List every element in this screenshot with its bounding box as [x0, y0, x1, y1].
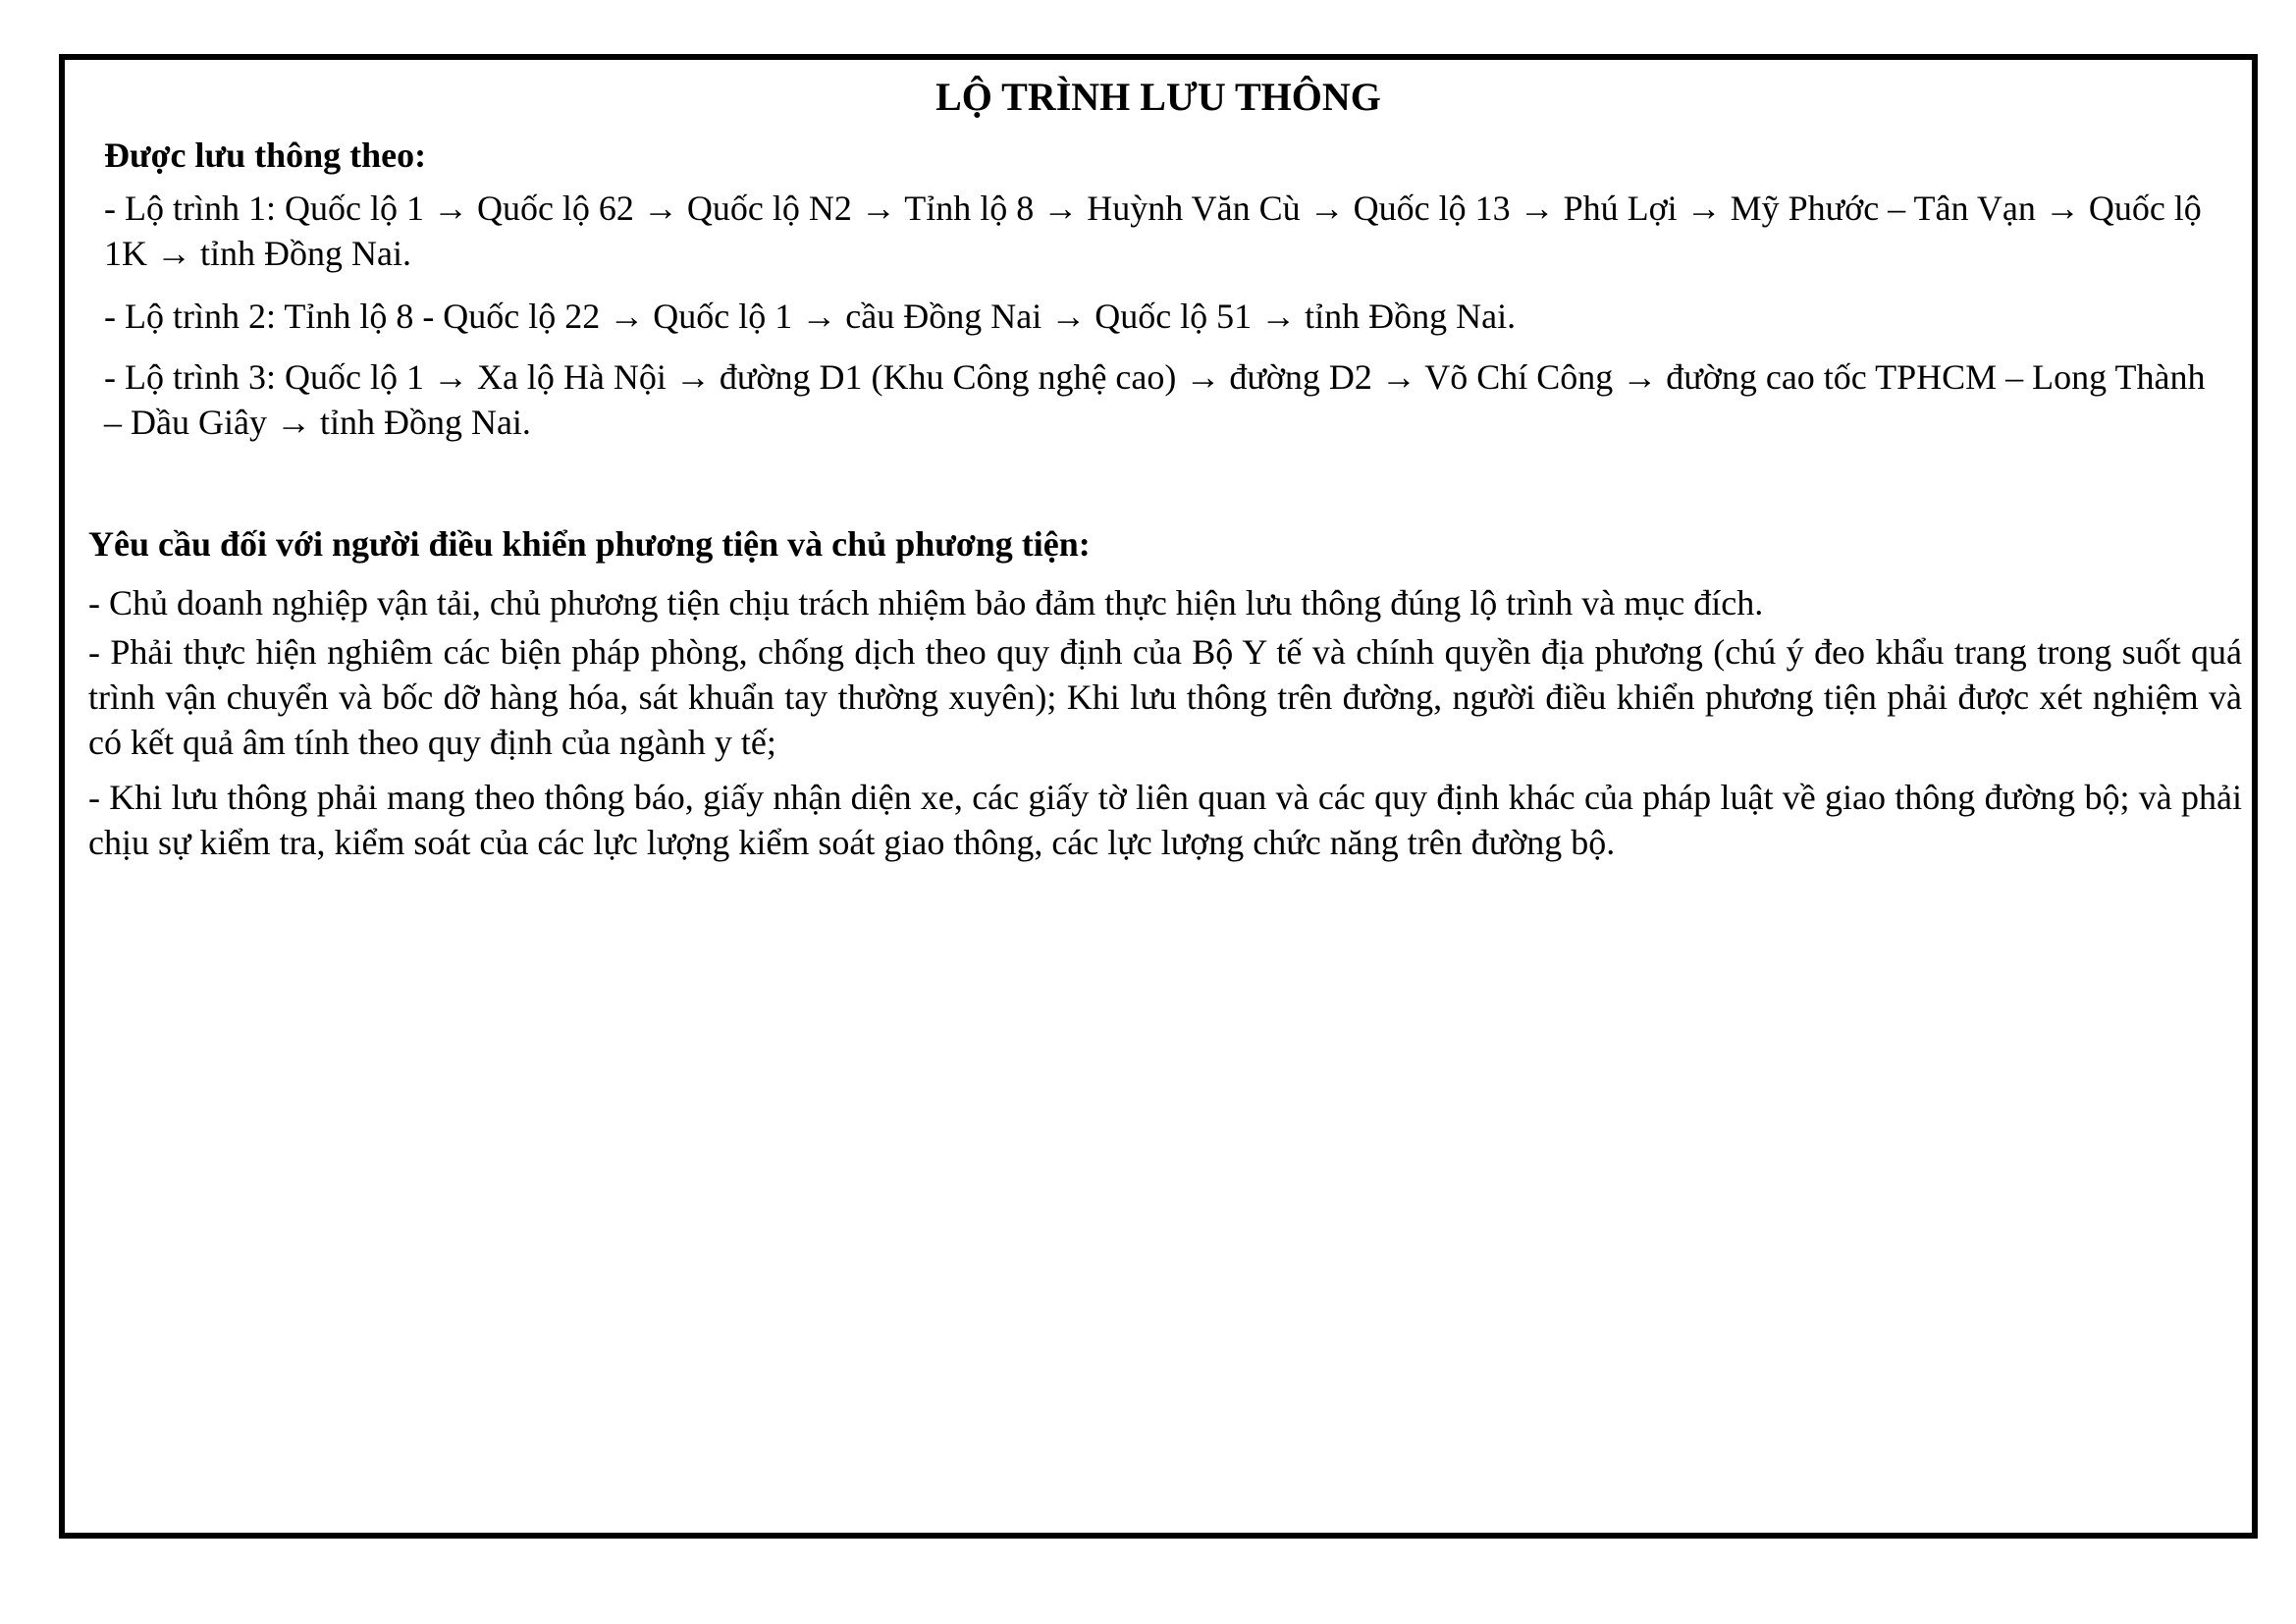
requirement-1: - Chủ doanh nghiệp vận tải, chủ phương tiện chịu trách nhiệm bảo đảm thực hiện lưu thông đúng lộ trình và mục đích. — [88, 583, 1764, 623]
requirements-heading: Yêu cầu đối với người điều khiển phương tiện và chủ phương tiện: — [88, 524, 1091, 564]
route-1: - Lộ trình 1: Quốc lộ 1 → Quốc lộ 62 → Quốc lộ N2 → Tỉnh lộ 8 → Huỳnh Văn Cù → Quốc lộ 13 → Phú Lợi → Mỹ Phước – Tân Vạn → Quốc lộ 1K → tỉnh Đồng Nai. — [104, 189, 2202, 273]
route-2: - Lộ trình 2: Tỉnh lộ 8 - Quốc lộ 22 → Quốc lộ 1 → cầu Đồng Nai → Quốc lộ 51 → tỉnh Đồng Nai. — [104, 297, 1517, 336]
document-title: LỘ TRÌNH LƯU THÔNG — [935, 75, 1381, 119]
routes-heading: Được lưu thông theo: — [104, 135, 427, 175]
requirement-2: - Phải thực hiện nghiêm các biện pháp phòng, chống dịch theo quy định của Bộ Y tế và chính quyền địa phương (chú ý đeo khẩu trang trong suốt quá trình vận chuyển và bốc dỡ hàng hóa, sát khuẩn tay thường xuyên); Khi lưu thông trên đường, người điều khiển phương tiện phải được xét nghiệm và có kết quả âm tính theo quy định của ngành y tế; — [88, 632, 2242, 762]
document-frame — [59, 54, 2258, 1539]
requirement-3: - Khi lưu thông phải mang theo thông báo, giấy nhận diện xe, các giấy tờ liên quan và các quy định khác của pháp luật về giao thông đường bộ; và phải chịu sự kiểm tra, kiểm soát của các lực lượng kiểm soát giao thông, các lực lượng chức năng trên đường bộ. — [88, 778, 2242, 862]
route-3: - Lộ trình 3: Quốc lộ 1 → Xa lộ Hà Nội → đường D1 (Khu Công nghệ cao) → đường D2 → Võ Chí Công → đường cao tốc TPHCM – Long Thành – Dầu Giây → tỉnh Đồng Nai. — [104, 357, 2206, 442]
